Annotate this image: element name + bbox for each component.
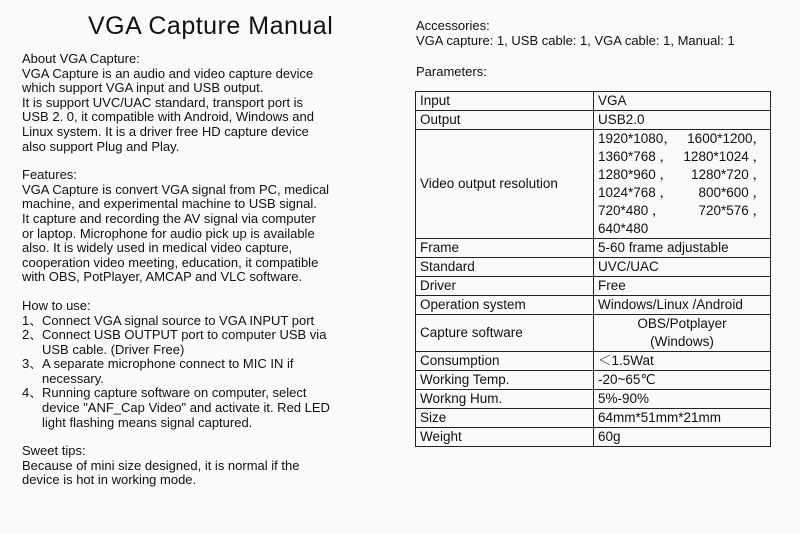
param-label: Output [416, 111, 594, 130]
table-row [416, 409, 771, 428]
param-value: 64mm*51mm*21mm [594, 409, 771, 428]
about-line: also support Plug and Play. [22, 138, 180, 154]
resolution-line [598, 148, 766, 166]
table-row [416, 296, 771, 315]
step-number: 4、 [22, 385, 43, 401]
param-label: Standard [416, 258, 594, 277]
param-value: VGA [594, 92, 771, 111]
param-label: Size [416, 409, 594, 428]
step-line: A separate microphone connect to MIC IN if [42, 356, 294, 372]
about-line: It is support UVC/UAC standard, transport port is [22, 94, 304, 110]
param-value: USB2.0 [594, 111, 771, 130]
accessories-list: VGA capture: 1, USB cable: 1, VGA cable: 1, Manual: 1 [416, 33, 735, 48]
param-value: ＜1.5Wat [594, 352, 771, 371]
resolution-line [598, 130, 766, 148]
table-row [416, 130, 771, 239]
capture-software-line: OBS/Potplayer [637, 316, 727, 331]
how-to-use-heading: How to use: [22, 297, 91, 313]
table-row [416, 352, 771, 371]
resolution-entry: 1920*1080， [598, 131, 677, 146]
features-section [22, 168, 392, 285]
sweet-tips-section [22, 444, 392, 488]
table-row [416, 315, 771, 352]
param-value: -20~65℃ [594, 371, 771, 390]
table-row [416, 371, 771, 390]
table-row [416, 277, 771, 296]
about-line: which support VGA input and USB output. [22, 80, 264, 96]
resolution-entry: 720*576 ， [698, 203, 766, 218]
parameters-heading: Parameters: [416, 64, 487, 79]
param-value: 60g [594, 428, 771, 447]
step-line: light flashing means signal captured. [42, 414, 253, 430]
table-row [416, 239, 771, 258]
table-row [416, 258, 771, 277]
param-value: UVC/UAC [594, 258, 771, 277]
step-line: Connect VGA signal source to VGA INPUT port [42, 312, 315, 328]
resolution-entry: 640*480 [598, 221, 649, 236]
left-column [22, 52, 392, 488]
resolution-values [594, 130, 771, 239]
step-line: necessary. [42, 370, 104, 386]
about-line: USB 2. 0, it compatible with Android, Windows and [22, 109, 314, 125]
step-line: USB cable. (Driver Free) [42, 341, 185, 357]
features-line: with OBS, PotPlayer, AMCAP and VLC software. [22, 269, 303, 285]
how-to-step [22, 314, 392, 329]
param-label: Consumption [416, 352, 594, 371]
about-heading: About VGA Capture: [22, 51, 140, 66]
how-to-step [22, 386, 392, 430]
manual-title: VGA Capture Manual [88, 12, 334, 40]
features-line: or laptop. Microphone for audio pick up is available [22, 225, 315, 241]
param-label: Driver [416, 277, 594, 296]
param-label: Video output resolution [416, 130, 594, 239]
resolution-line [598, 220, 766, 238]
resolution-entry: 1280*720 ， [690, 167, 766, 182]
param-label: Working Temp. [416, 371, 594, 390]
resolution-entry: 1600*1200， [687, 131, 766, 146]
sweet-tips-line: device is hot in working mode. [22, 472, 197, 488]
resolution-entry: 1360*768 ， [598, 149, 674, 164]
how-to-step [22, 357, 392, 386]
how-to-use-section [22, 299, 392, 430]
param-label: Frame [416, 239, 594, 258]
param-value [594, 315, 771, 352]
param-label: Workng Hum. [416, 390, 594, 409]
table-row [416, 428, 771, 447]
param-value: 5-60 frame adjustable [594, 239, 771, 258]
step-number: 2、 [22, 327, 43, 343]
param-value: Free [594, 277, 771, 296]
parameters-table [415, 91, 771, 447]
table-row [416, 111, 771, 130]
how-to-step [22, 328, 392, 357]
resolution-line [598, 202, 766, 220]
about-line: Linux system. It is a driver free HD capture device [22, 123, 309, 139]
resolution-entry: 720*480 ， [598, 203, 666, 218]
table-row [416, 92, 771, 111]
param-label: Weight [416, 428, 594, 447]
about-line: VGA Capture is an audio and video capture device [22, 65, 314, 81]
param-label: Input [416, 92, 594, 111]
features-line: cooperation video meeting, education, it compatible [22, 254, 319, 270]
step-line: device "ANF_Cap Video" and activate it. Red LED [42, 400, 330, 416]
step-number: 3、 [22, 356, 43, 372]
about-section [22, 52, 392, 154]
step-line: Connect USB OUTPUT port to computer USB via [42, 327, 327, 343]
param-value: Windows/Linux /Android [594, 296, 771, 315]
resolution-entry: 1024*768 ， [598, 185, 674, 200]
resolution-entry: 800*600 ， [698, 185, 766, 200]
param-label: Operation system [416, 296, 594, 315]
features-heading: Features: [22, 167, 77, 183]
step-number: 1、 [22, 312, 43, 328]
capture-software-line: (Windows) [650, 334, 714, 349]
step-line: Running capture software on computer, select [42, 385, 307, 401]
resolution-line [598, 184, 766, 202]
features-line: VGA Capture is convert VGA signal from PC, medical [22, 181, 330, 197]
param-label: Capture software [416, 315, 594, 352]
features-line: It capture and recording the AV signal via computer [22, 210, 316, 226]
sweet-tips-heading: Sweet tips: [22, 443, 86, 459]
accessories-heading: Accessories: [416, 18, 490, 33]
resolution-line [598, 166, 766, 184]
resolution-entry: 1280*960 ， [598, 167, 674, 182]
accessories-section [416, 18, 796, 48]
table-row [416, 390, 771, 409]
resolution-entry: 1280*1024 ， [683, 149, 766, 164]
param-value: 5%-90% [594, 390, 771, 409]
sweet-tips-line: Because of mini size designed, it is normal if the [22, 457, 300, 473]
features-line: also. It is widely used in medical video capture, [22, 240, 293, 256]
features-line: machine, and experimental machine to USB signal. [22, 196, 317, 212]
